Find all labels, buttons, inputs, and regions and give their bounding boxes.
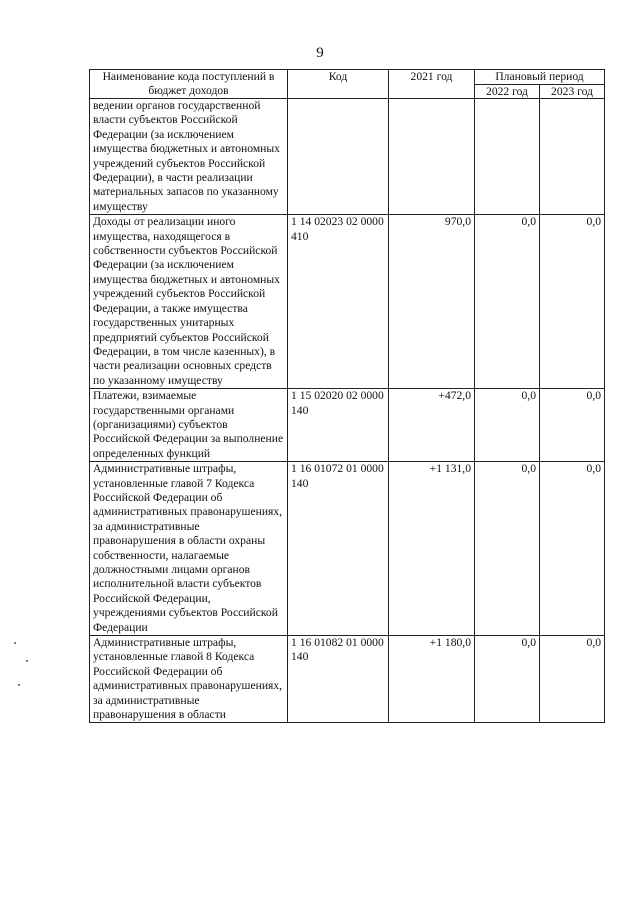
revenue-code-cell: 1 15 02020 02 0000 140 [288, 389, 389, 462]
scan-speck [14, 642, 16, 644]
budget-revenue-table [89, 69, 605, 723]
scan-speck [26, 660, 28, 662]
value-2023-cell: 0,0 [540, 636, 605, 723]
table-body [90, 99, 605, 723]
revenue-name-cell: Административные штрафы, установленные главой 7 Кодекса Российской Федерации об административных правонарушениях, за административные правонарушения в области охраны собственности, налагаемые должностными лицами органов исполнительной власти субъектов Российской Федерации, учреждениями субъектов Российской Федерации [90, 462, 288, 636]
revenue-code-cell: 1 16 01082 01 0000 140 [288, 636, 389, 723]
value-2022-cell [475, 99, 540, 215]
value-2023-cell: 0,0 [540, 389, 605, 462]
table-row [90, 215, 605, 389]
value-2022-cell: 0,0 [475, 389, 540, 462]
header-year-2022: 2022 год [475, 84, 540, 99]
header-year-2021: 2021 год [389, 70, 475, 99]
revenue-code-cell: 1 16 01072 01 0000 140 [288, 462, 389, 636]
table-header [90, 70, 605, 99]
header-revenue-code-name: Наименование кода поступлений в бюджет доходов [90, 70, 288, 99]
revenue-code-cell: 1 14 02023 02 0000 410 [288, 215, 389, 389]
revenue-name-cell: Платежи, взимаемые государственными органами (организациями) субъектов Российской Федерации за выполнение определенных функций [90, 389, 288, 462]
table-row [90, 636, 605, 723]
value-2021-cell: +472,0 [389, 389, 475, 462]
revenue-code-cell [288, 99, 389, 215]
value-2022-cell: 0,0 [475, 462, 540, 636]
header-planned-period: Плановый период [475, 70, 605, 85]
scan-speck [18, 684, 20, 686]
value-2022-cell: 0,0 [475, 636, 540, 723]
revenue-name-cell: Доходы от реализации иного имущества, находящегося в собственности субъектов Российской Федерации (за исключением имущества бюджетных и автономных учреждений субъектов Российской Федерации, а также имущества государственных унитарных предприятий субъектов Российской Федерации, в том числе казенных), в части реализации основных средств по указанному имуществу [90, 215, 288, 389]
value-2023-cell: 0,0 [540, 215, 605, 389]
value-2021-cell [389, 99, 475, 215]
revenue-name-cell: ведении органов государственной власти субъектов Российской Федерации (за исключением имущества бюджетных и автономных учреждений субъектов Российской Федерации), в части реализации материальных запасов по указанному имуществу [90, 99, 288, 215]
table-row [90, 462, 605, 636]
value-2023-cell: 0,0 [540, 462, 605, 636]
table-row [90, 99, 605, 215]
revenue-name-cell: Административные штрафы, установленные главой 8 Кодекса Российской Федерации об административных правонарушениях, за административные правонарушения в области [90, 636, 288, 723]
value-2023-cell [540, 99, 605, 215]
table-row [90, 389, 605, 462]
header-year-2023: 2023 год [540, 84, 605, 99]
value-2021-cell: 970,0 [389, 215, 475, 389]
value-2022-cell: 0,0 [475, 215, 540, 389]
value-2021-cell: +1 180,0 [389, 636, 475, 723]
page-number: 9 [316, 45, 324, 61]
value-2021-cell: +1 131,0 [389, 462, 475, 636]
header-code: Код [288, 70, 389, 99]
